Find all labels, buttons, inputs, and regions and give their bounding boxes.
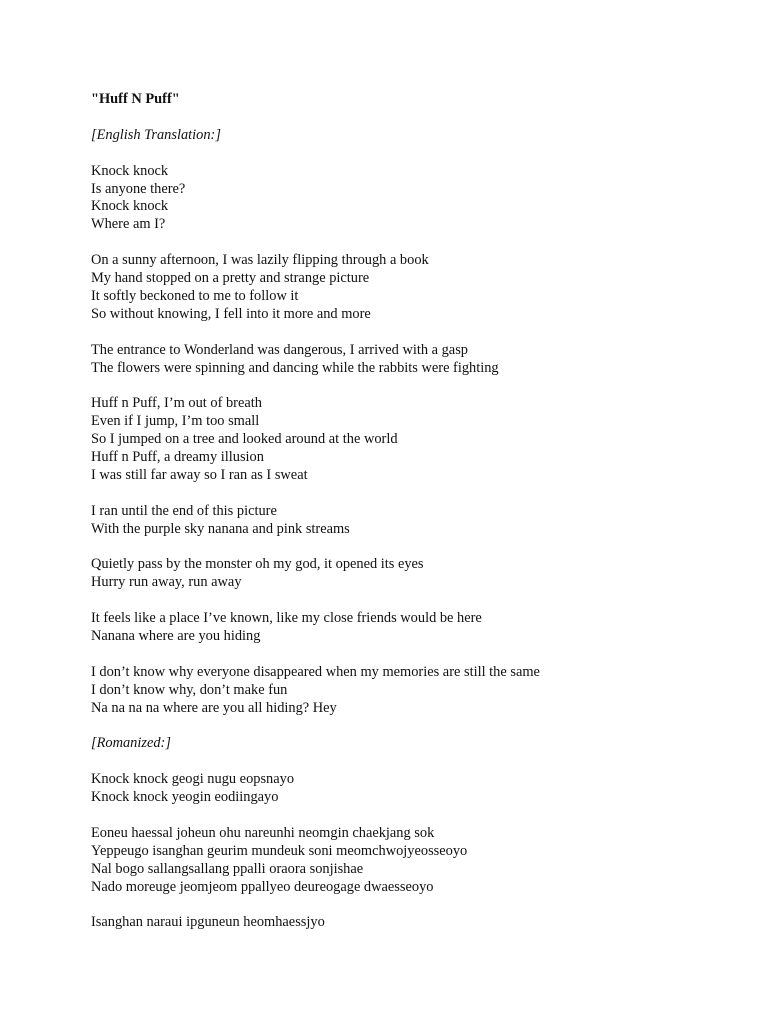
lyric-line: It softly beckoned to me to follow it <box>91 287 299 304</box>
lyric-line: It feels like a place I’ve known, like my close friends would be here <box>91 610 482 627</box>
lyric-line: Huff n Puff, I’m out of breath <box>91 395 262 412</box>
lyric-line: Knock knock <box>91 162 169 179</box>
lyric-line: Huff n Puff, a dreamy illusion <box>91 449 264 466</box>
lyric-stanza <box>91 771 731 807</box>
lyric-line: Knock knock geogi nugu eopsnayo <box>91 771 295 788</box>
lyric-line: With the purple sky nanana and pink streams <box>91 520 350 537</box>
song-title: "Huff N Puff" <box>91 91 180 107</box>
lyric-stanza <box>91 163 731 235</box>
lyric-line: I don’t know why everyone disappeared when my memories are still the same <box>91 663 540 680</box>
lyric-line: I was still far away so I ran as I sweat <box>91 466 308 483</box>
lyric-stanza <box>91 395 731 485</box>
lyrics-sections <box>91 127 731 933</box>
lyric-line: I ran until the end of this picture <box>91 502 277 519</box>
lyric-line: The flowers were spinning and dancing while the rabbits were fighting <box>91 359 499 376</box>
lyric-line: Is anyone there? <box>91 180 186 197</box>
lyric-line: Even if I jump, I’m too small <box>91 413 260 430</box>
lyric-line: Where am I? <box>91 216 166 233</box>
lyric-line: Quietly pass by the monster oh my god, it opened its eyes <box>91 556 424 573</box>
section-heading: [Romanized:] <box>91 735 171 752</box>
lyrics-document <box>91 91 731 950</box>
lyric-line: Yeppeugo isanghan geurim mundeuk soni meomchwojyeosseoyo <box>91 842 468 859</box>
lyric-stanza <box>91 503 731 539</box>
lyric-line: Eoneu haessal joheun ohu nareunhi neomgin chaekjang sok <box>91 824 435 841</box>
lyric-stanza <box>91 825 731 897</box>
lyric-line: On a sunny afternoon, I was lazily flipping through a book <box>91 252 429 269</box>
lyric-stanza <box>91 914 731 932</box>
lyric-line: Nanana where are you hiding <box>91 628 261 645</box>
section-heading: [English Translation:] <box>91 126 221 143</box>
lyric-stanza <box>91 556 731 592</box>
lyric-stanza <box>91 610 731 646</box>
lyric-line: Na na na na where are you all hiding? Hey <box>91 699 337 716</box>
lyric-stanza <box>91 664 731 718</box>
lyric-stanza <box>91 252 731 324</box>
lyric-line: Isanghan naraui ipguneun heomhaessjyo <box>91 914 325 931</box>
lyric-line: Knock knock yeogin eodiingayo <box>91 789 279 806</box>
lyric-line: I don’t know why, don’t make fun <box>91 681 288 698</box>
lyric-stanza <box>91 342 731 378</box>
lyric-line: Nado moreuge jeomjeom ppallyeo deureogage dwaesseoyo <box>91 878 434 895</box>
lyric-line: Nal bogo sallangsallang ppalli oraora sonjishae <box>91 860 364 877</box>
lyric-line: Hurry run away, run away <box>91 574 242 591</box>
lyric-line: So without knowing, I fell into it more and more <box>91 305 371 322</box>
lyric-line: My hand stopped on a pretty and strange picture <box>91 270 370 287</box>
lyric-line: So I jumped on a tree and looked around at the world <box>91 431 398 448</box>
lyric-line: The entrance to Wonderland was dangerous, I arrived with a gasp <box>91 341 468 358</box>
lyric-line: Knock knock <box>91 198 169 215</box>
